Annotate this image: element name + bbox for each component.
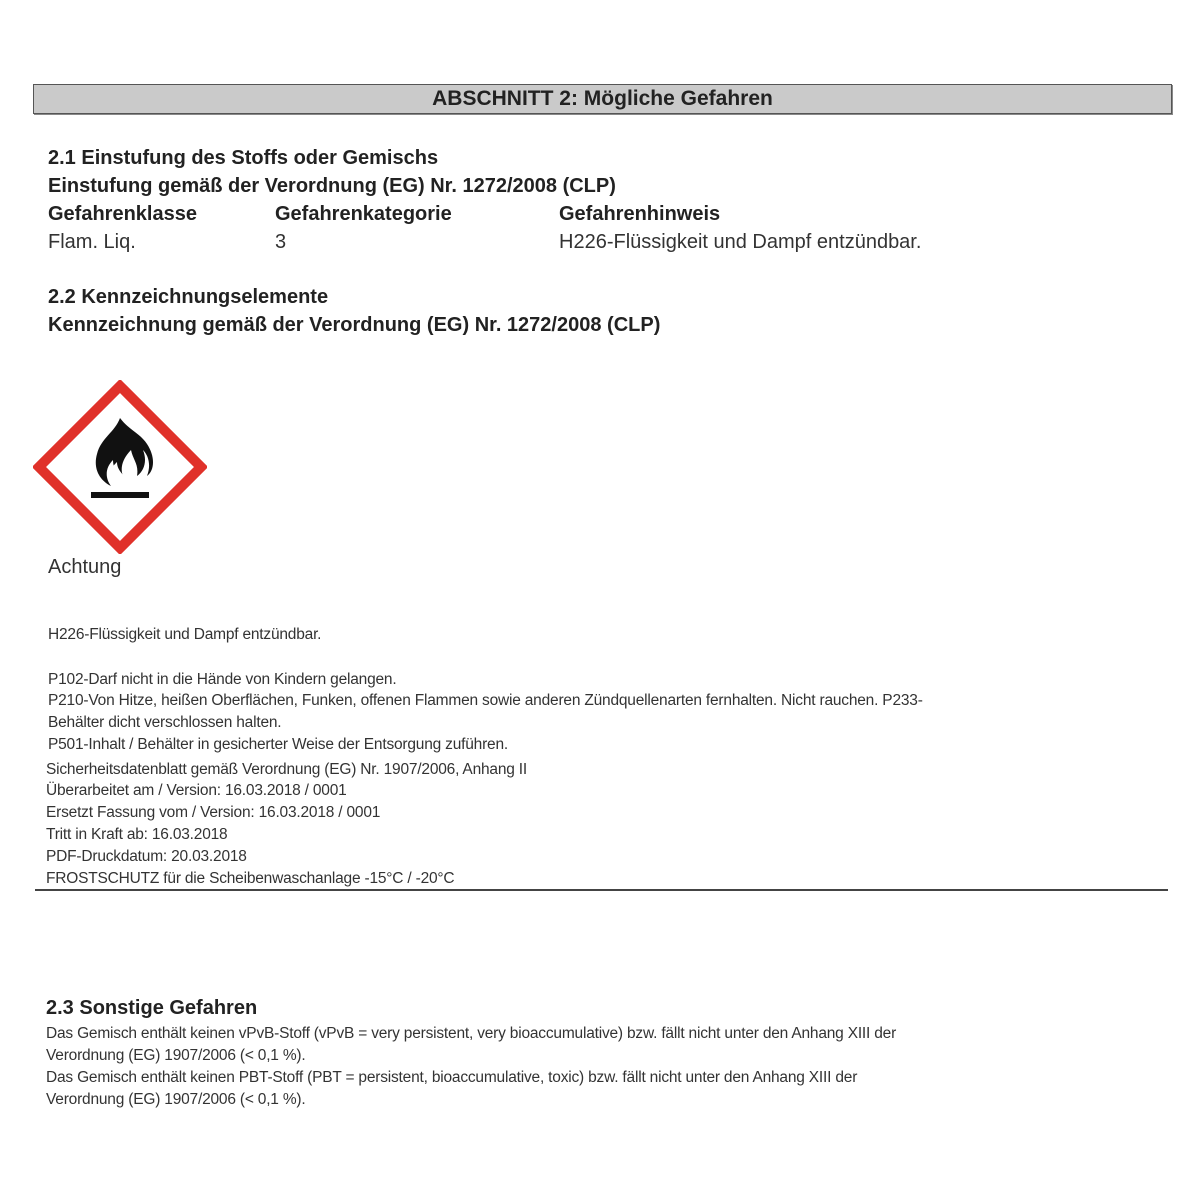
footer-line: Ersetzt Fassung vom / Version: 16.03.2018 / 0001 [46,804,381,821]
precaution-p233: Behälter dicht verschlossen halten. [48,714,282,731]
footer-line: PDF-Druckdatum: 20.03.2018 [46,848,247,865]
hazard-statement: H226-Flüssigkeit und Dampf entzündbar. [48,626,322,643]
col-gefahrenklasse: Gefahrenklasse [48,203,197,225]
footer-line: Überarbeitet am / Version: 16.03.2018 / 0001 [46,782,347,799]
heading-2-3: 2.3 Sonstige Gefahren [46,997,258,1019]
cell-statement: H226-Flüssigkeit und Dampf entzündbar. [559,231,922,253]
other-hazards-line: Das Gemisch enthält keinen vPvB-Stoff (vPvB = very persistent, very bioaccumulative) bzw. fällt nicht unter den Anhang XIII der [46,1025,897,1042]
precaution-p102: P102-Darf nicht in die Hände von Kindern gelangen. [48,671,397,688]
precaution-p210: P210-Von Hitze, heißen Oberflächen, Funken, offenen Flammen sowie anderen Zündquellenarten fernhalten. Nicht rauchen. P233- [48,692,923,709]
footer-line: Tritt in Kraft ab: 16.03.2018 [46,826,228,843]
precaution-p501: P501-Inhalt / Behälter in gesicherter Weise der Entsorgung zuführen. [48,736,508,753]
other-hazards-line: Verordnung (EG) 1907/2006 (< 0,1 %). [46,1091,306,1108]
subheading-2-2: Kennzeichnung gemäß der Verordnung (EG) Nr. 1272/2008 (CLP) [48,314,661,336]
ghs-flame-pictogram [33,380,207,554]
subheading-2-1: Einstufung gemäß der Verordnung (EG) Nr. 1272/2008 (CLP) [48,175,616,197]
cell-category: 3 [275,231,287,253]
heading-2-2: 2.2 Kennzeichnungselemente [48,286,329,308]
cell-class: Flam. Liq. [48,231,136,253]
heading-2-1: 2.1 Einstufung des Stoffs oder Gemischs [48,147,439,169]
footer-line: FROSTSCHUTZ für die Scheibenwaschanlage -15°C / -20°C [46,870,455,887]
other-hazards-line: Das Gemisch enthält keinen PBT-Stoff (PBT = persistent, bioaccumulative, toxic) bzw. fällt nicht unter den Anhang XIII der [46,1069,858,1086]
section-title: ABSCHNITT 2: Mögliche Gefahren [33,84,1172,114]
col-gefahrenkategorie: Gefahrenkategorie [275,203,452,225]
other-hazards-line: Verordnung (EG) 1907/2006 (< 0,1 %). [46,1047,306,1064]
footer-line: Sicherheitsdatenblatt gemäß Verordnung (EG) Nr. 1907/2006, Anhang II [46,761,527,778]
col-gefahrenhinweis: Gefahrenhinweis [559,203,721,225]
divider [35,889,1168,891]
signal-word: Achtung [48,556,122,578]
